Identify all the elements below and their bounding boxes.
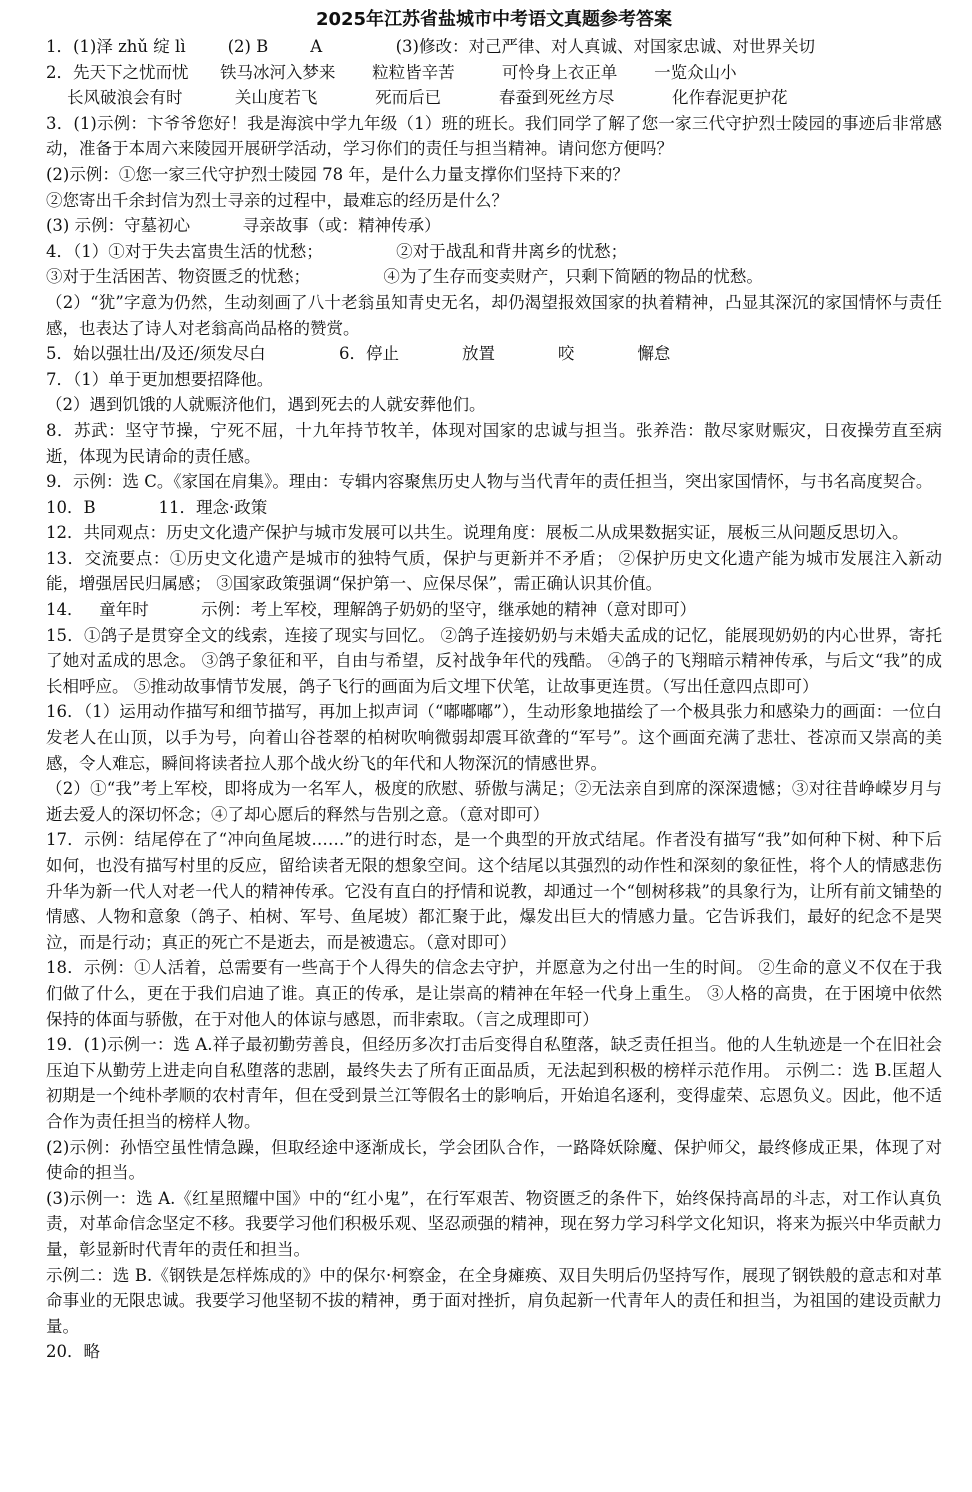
answer-16-1: 16．（1）运用动作描写和细节描写，再加上拟声词（“嘟嘟嘟”），生动形象地描绘了一个极具张力和感染力的画面：一位白发老人在山顶，以手为号，向着山谷苍翠的柏树吹响微弱却震耳欲聋的“军号”。这个画面充满了悲壮、苍凉而又崇高的美感，令人难忘，瞬间将读者拉人那个战火纷飞的年代和人物深沉的情感世界。 [46,702,942,773]
page-title: 2025年江苏省盐城市中考语文真题参考答案 [315,9,673,30]
answer-18: 18．示例：①人活着，总需要有一些高于个人得失的信念去守护，并愿意为之付出一生的时间。 ②生命的意义不仅在于我们做了什么，更在于我们启迪了谁。真正的传承，是让崇高的精神在年轻一代身上重生。 ③人格的高贵，在于困境中依然保持的体面与骄傲，在于对他人的体谅与感恩，而非索取。（言之成理即可） [46,958,942,1029]
answer-16-2: （2）①“我”考上军校，即将成为一名军人，极度的欣慰、骄傲与满足；②无法亲自到席的深深遗憾；③对往昔峥嵘岁月与逝去爱人的深切怀念；④了却心愿后的释然与告别之意。（意对即可） [46,779,942,824]
answer-19-1: 19．(1)示例一：选 A.祥子最初勤劳善良，但经历多次打击后变得自私堕落，缺乏责任担当。他的人生轨迹是一个在旧社会压迫下从勤劳上进走向自私堕落的悲剧，最终失去了所有正面品质，无法起到积极的榜样示范作用。 示例二：选 B.匡超人初期是一个纯朴孝顺的农村青年，但在受到景兰江等假名士的影响后，开始追名逐利，变得虚荣、忘恩负义。因此，他不适合作为责任担当的榜样人物。 [46,1035,942,1131]
answer-14: 14． 童年时 示例：考上军校，理解鸽子奶奶的坚守，继承她的精神（意对即可） [46,600,697,620]
answer-8: 8．苏武：坚守节操，宁死不屈，十九年持节牧羊，体现对国家的忠诚与担当。张养浩：散尽家财赈灾，日夜操劳直至病逝，体现为民请命的责任感。 [46,420,942,466]
answer-13: 13．交流要点：①历史文化遗产是城市的独特气质，保护与更新并不矛盾； ②保护历史文化遗产能为城市发展注入新动能，增强居民归属感； ③国家政策强调“保护第一、应保尽保”，需正确认识其价值。 [46,548,942,594]
answer-3-2b: ②您寄出千余封信为烈士寻亲的过程中，最难忘的经历是什么？ [46,190,508,210]
answer-12: 12．共同观点：历史文化遗产保护与城市发展可以共生。说理角度：展板二从成果数据实证，展板三从问题反思切入。 [46,523,909,543]
answer-line-2: 2．先天下之忧而忧 铁马冰河入梦来 粒粒皆辛苦 可怜身上衣正单 一览众山小 [46,62,737,82]
answer-10-11: 10．B 11．理念·政策 [46,497,268,517]
answer-19-2: (2)示例：孙悟空虽性情急躁，但取经途中逐渐成长，学会团队合作，一路降妖除魔、保护师父，最终修成正果，体现了对使命的担当。 [46,1137,942,1183]
answer-17: 17．示例：结尾停在了“冲向鱼尾坡……”的进行时态，是一个典型的开放式结尾。作者没有描写“我”如何种下树、种下后如何，也没有描写村里的反应，留给读者无限的想象空间。这个结尾以其强烈的动作性和深刻的象征性，将个人的情感悲伤升华为新一代人对老一代人的精神传承。它没有直白的抒情和说教，却通过一个“刨树移栽”的具象行为，让所有前文铺垫的情感、人物和意象（鸽子、柏树、军号、鱼尾坡）都汇聚于此，爆发出巨大的情感力量。它告诉我们，最好的纪念不是哭泣，而是行动；真正的死亡不是逝去，而是被遗忘。（意对即可） [46,830,942,952]
answer-5-6: 5．始以强壮出/及还/须发尽白 6．停止 放置 咬 懈怠 [46,344,671,364]
answer-4-1b: ③对于生活困苦、物资匮乏的忧愁； ④为了生存而变卖财产，只剩下简陋的物品的忧愁。 [46,267,763,287]
answer-4-2: （2）“犹”字意为仍然，生动刻画了八十老翁虽知青史无名，却仍渴望报效国家的执着精神，凸显其深沉的家国情怀与责任感，也表达了诗人对老翁高尚品格的赞赏。 [46,292,942,338]
answer-3-2a: (2)示例：①您一家三代守护烈士陵园 78 年，是什么力量支撑你们坚持下来的？ [46,164,629,184]
answer-3-3: (3) 示例：守墓初心 寻亲故事（或：精神传承） [46,216,441,236]
answer-20: 20．略 [46,1342,100,1362]
answer-7-2: （2）遇到饥饿的人就赈济他们，遇到死去的人就安葬他们。 [46,395,486,415]
answer-4-1a: 4．（1）①对于失去富贵生活的忧愁； ②对于战乱和背井离乡的忧愁； [46,241,628,261]
answer-line-1: 1．(1)泽 zhǔ 绽 lì (2) B A (3)修改：对己严律、对人真诚、对国家忠诚、对世界关切 [46,37,815,56]
answer-15: 15．①鸽子是贯穿全文的线索，连接了现实与回忆。 ②鸽子连接奶奶与未婚夫孟成的记忆，能展现奶奶的内心世界，寄托了她对孟成的思念。 ③鸽子象征和平，自由与希望，反衬战争年代的残酷。 ④鸽子的飞翔暗示精神传承，与后文“我”的成长相呼应。 ⑤推动故事情节发展，鸽子飞行的画面为后文埋下伏笔，让故事更连贯。（写出任意四点即可） [46,625,942,696]
answer-7-1: 7．（1）单于更加想要招降他。 [46,369,274,389]
answer-9: 9．示例：选 C。《家国在肩集》。理由：专辑内容聚焦历史人物与当代青年的责任担当，突出家国情怀，与书名高度契合。 [46,472,933,492]
answer-line-2b: 长风破浪会有时 关山度若飞 死而后已 春蚕到死丝方尽 化作春泥更护花 [46,88,788,108]
answer-19-3b: 示例二：选 B.《钢铁是怎样炼成的》中的保尔·柯察金，在全身瘫痪、双目失明后仍坚持写作，展现了钢铁般的意志和对革命事业的无限忠诚。我要学习他坚韧不拔的精神，勇于面对挫折，肩负起新一代青年人的责任和担当，为祖国的建设贡献力量。 [46,1265,942,1336]
answer-3-1: 3．(1)示例：卞爷爷您好！我是海滨中学九年级（1）班的班长。我们同学了解了您一家三代守护烈士陵园的事迹后非常感动，准备于本周六来陵园开展研学活动，学习你们的责任与担当精神。请问您方便吗？ [46,113,942,159]
answer-19-3a: (3)示例一：选 A.《红星照耀中国》中的“红小鬼”，在行军艰苦、物资匮乏的条件下，始终保持高昂的斗志，对工作认真负责，对革命信念坚定不移。我要学习他们积极乐观、坚忍顽强的精神，现在努力学习科学文化知识，将来为振兴中华贡献力量，彰显新时代青年的责任和担当。 [46,1188,942,1259]
